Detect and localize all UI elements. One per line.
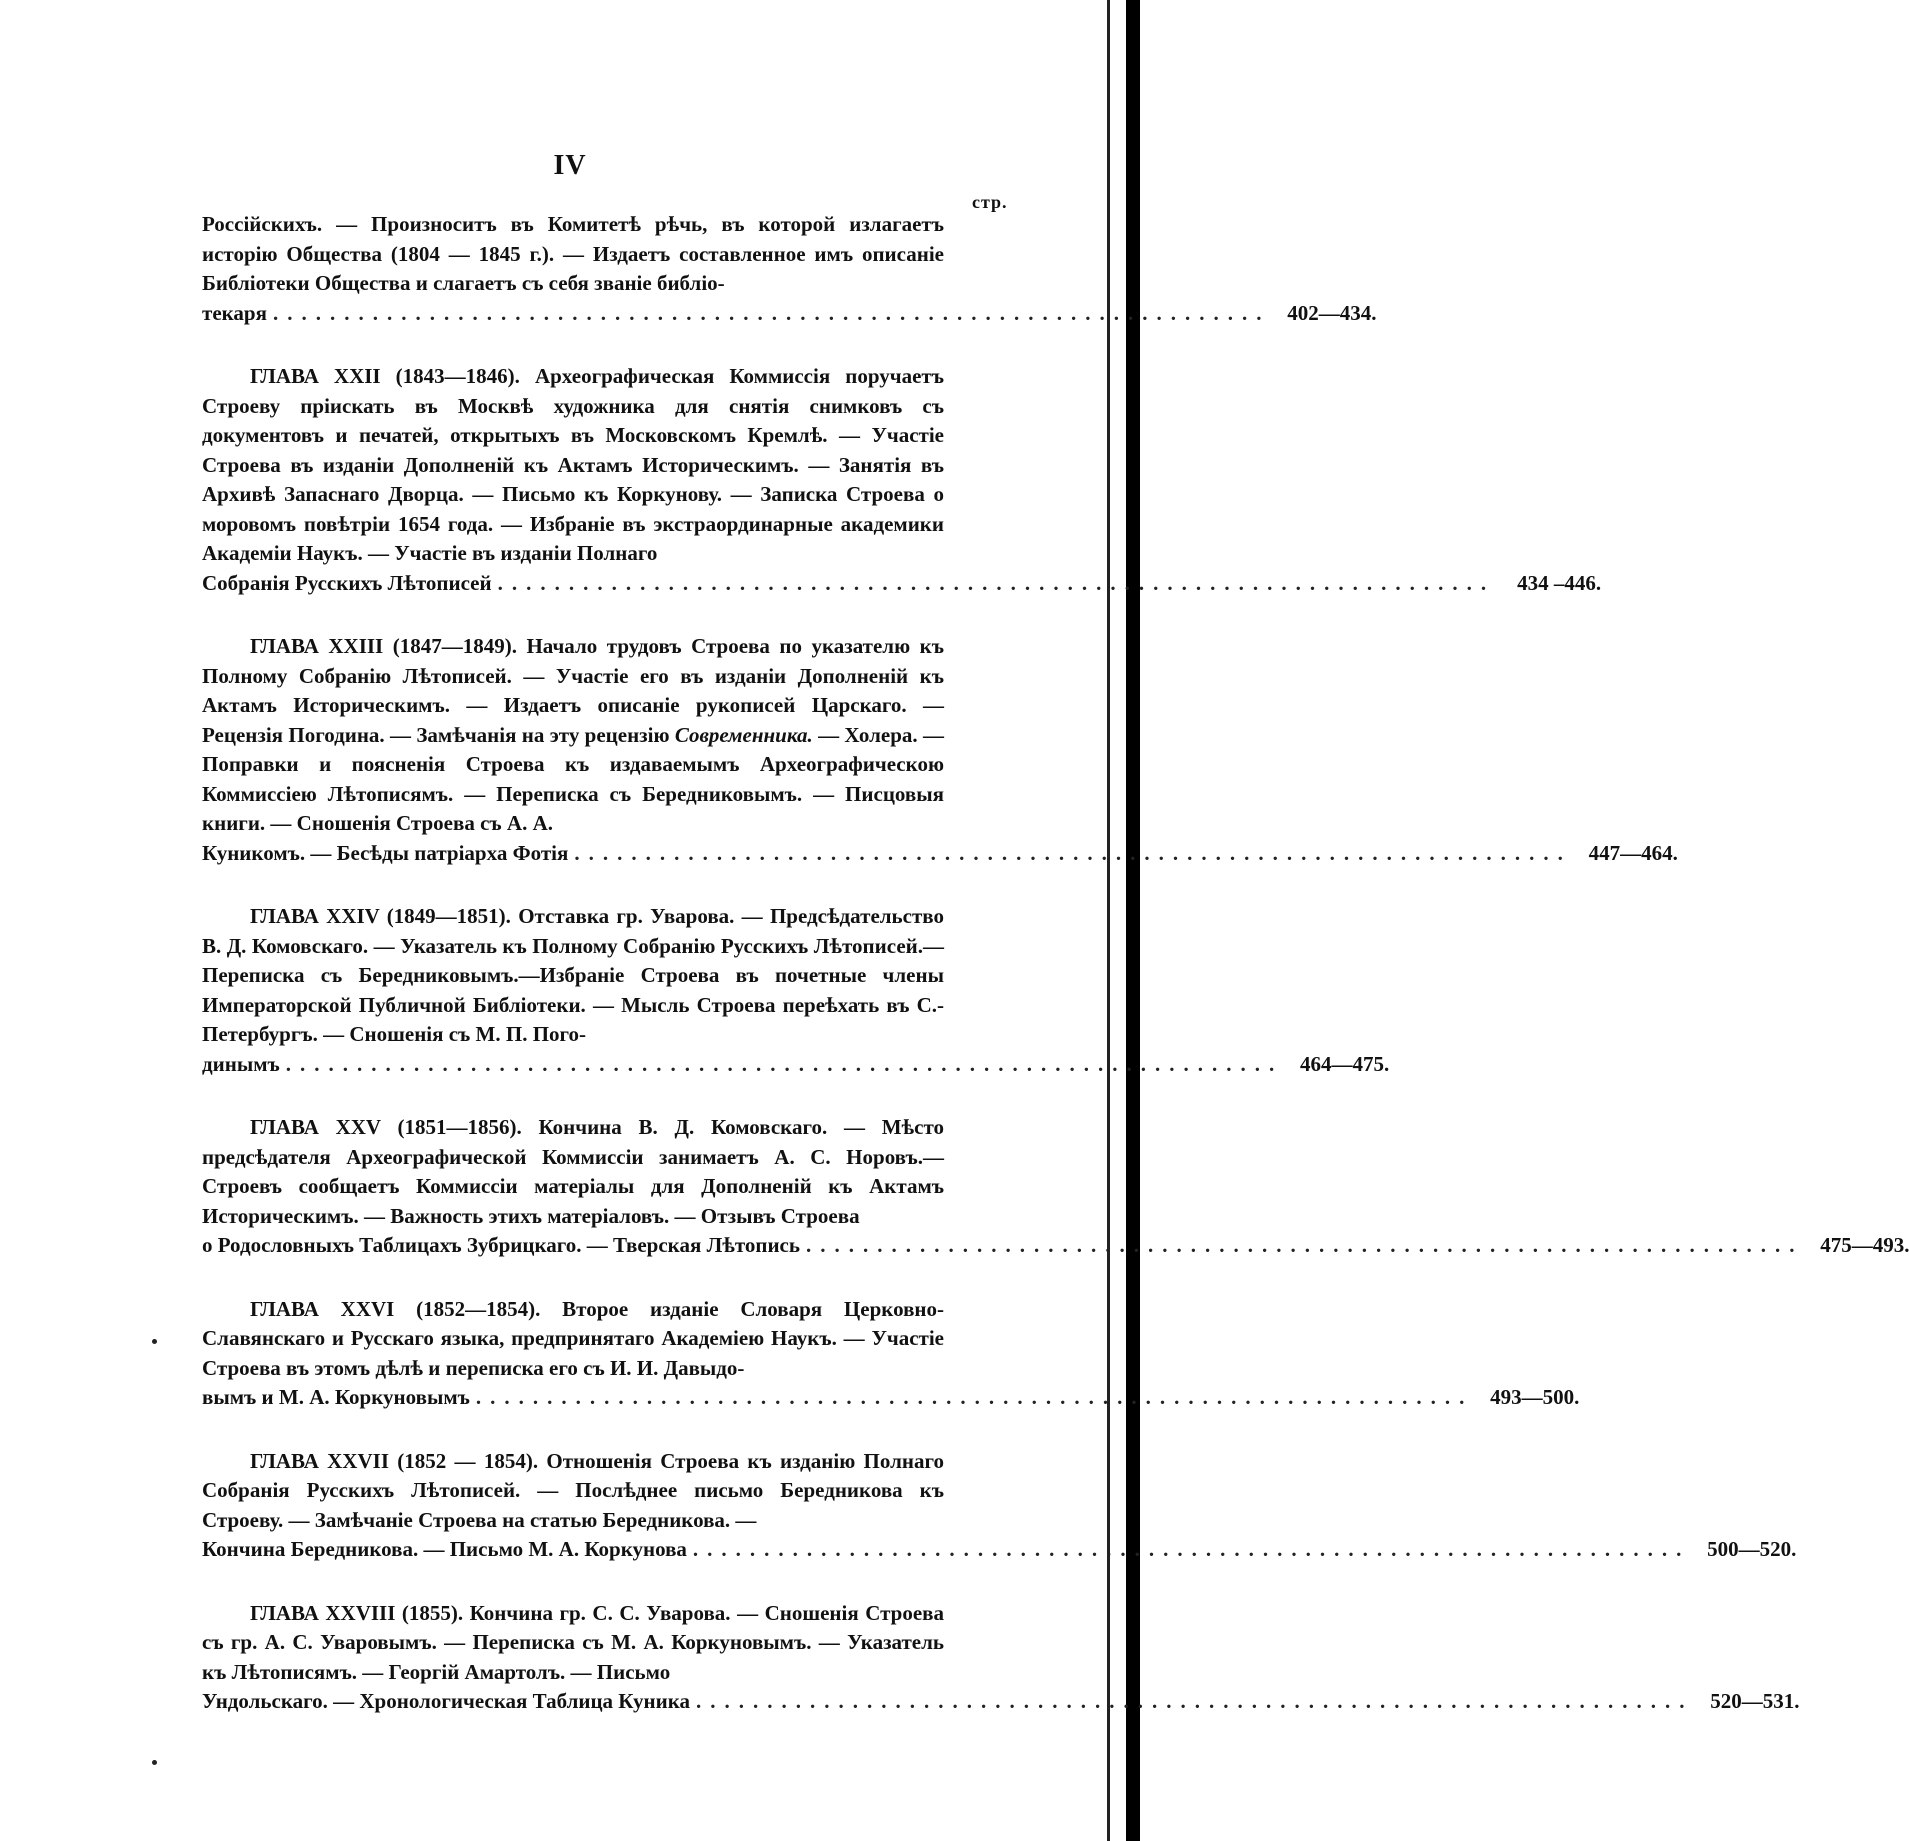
toc-entry-chapter-25 xyxy=(202,1113,1909,1261)
table-of-contents xyxy=(202,210,1909,1751)
toc-entry-pages: 520—531. xyxy=(1710,1689,1800,1713)
toc-entry-last-text: Кончина Бередникова. — Письмо М. А. Коркунова xyxy=(202,1537,687,1561)
toc-entry-last-line xyxy=(202,1050,1390,1080)
toc-entry-body: ГЛАВА XXII (1843—1846). Археографическая Коммиссія поручаетъ Строеву пріискать въ Москвѣ художника для снятія снимковъ съ документовъ и печатей, открытыхъ въ Московскомъ Кремлѣ. — Участіе Строева въ изданіи Дополненій къ Актамъ Историческимъ. — Занятія въ Архивѣ Запаснаго Дворца. — Письмо къ Коркунову. — Записка Строева о моровомъ повѣтріи 1654 года. — Избраніе въ экстраординарные академики Академіи Наукъ. — Участіе въ изданіи Полнаго xyxy=(202,364,944,565)
leader-dots: ...................................................................... xyxy=(475,1385,1474,1409)
leader-dots: ...................................................................... xyxy=(574,840,1572,865)
leader-dots: ...................................................................... xyxy=(695,1689,1694,1713)
toc-entry-body: ГЛАВА XXVI (1852—1854). Второе изданіе Словаря Церковно-Славянскаго и Русскаго языка, предпринятаго Академіею Наукъ. — Участіе Строева въ этомъ дѣлѣ и переписка его съ И. И. Давыдо- xyxy=(202,1296,944,1380)
toc-entry-last-text: текаря xyxy=(202,300,267,325)
toc-entry-pages: 402—434. xyxy=(1287,300,1377,325)
toc-entry-body: ГЛАВА XXVII (1852 — 1854). Отношенія Строева къ изданію Полнаго Собранія Русскихъ Лѣтописей. — Послѣднее письмо Бередникова къ Строеву. — Замѣчаніе Строева на статью Бередникова. — xyxy=(202,1448,944,1532)
page-number: IV xyxy=(553,150,587,181)
toc-entry-pages: 500—520. xyxy=(1707,1537,1797,1561)
toc-entry xyxy=(202,210,1377,328)
toc-entry-last-line xyxy=(202,299,1377,329)
toc-entry-last-text: вымъ и М. А. Коркуновымъ xyxy=(202,1385,470,1409)
toc-entry-last-text: Собранія Русскихъ Лѣтописей xyxy=(202,570,492,595)
toc-entry-last-text: Куникомъ. — Бесѣды патріарха Фотія xyxy=(202,840,569,865)
toc-entry-chapter-22 xyxy=(202,362,1602,598)
leader-dots: ...................................................................... xyxy=(285,1051,1284,1076)
scan-edge-right xyxy=(1126,0,1140,1841)
toc-entry-chapter-28 xyxy=(202,1599,1800,1717)
scan-speck xyxy=(152,1760,157,1765)
toc-entry-last-line xyxy=(202,839,1678,869)
scan-speck xyxy=(152,1339,157,1344)
toc-entry-last-text: динымъ xyxy=(202,1051,280,1076)
toc-entry-body: ГЛАВА XXVIII (1855). Кончина гр. С. С. Уварова. — Сношенія Строева съ гр. А. С. Уваровымъ. — Переписка съ М. А. Коркуновымъ. — Указатель къ Лѣтописямъ. — Георгій Амартолъ. — Письмо xyxy=(202,1600,944,1684)
toc-entry-body: ГЛАВА XXV (1851—1856). Кончина В. Д. Комовскаго. — Мѣсто предсѣдателя Археографической Коммиссіи занимаетъ А. С. Норовъ.— Строевъ сообщаетъ Коммиссіи матеріалы для Дополненій къ Актамъ Историческимъ. — Важность этихъ матеріаловъ. — Отзывъ Строева xyxy=(202,1115,944,1228)
toc-entry-body xyxy=(202,632,944,839)
toc-entry-pages: 475—493. xyxy=(1820,1233,1909,1257)
toc-entry-pages: 434 –446. xyxy=(1517,570,1602,595)
toc-entry-body: ГЛАВА XXIV (1849—1851). Отставка гр. Уварова. — Предсѣдательство В. Д. Комовскаго. — Указатель къ Полному Собранію Русскихъ Лѣтописей.—Переписка съ Бередниковымъ.—Избраніе Строева въ почетные члены Императорской Публичной Библіотеки. — Мысль Строева переѣхать въ С.-Петербургъ. — Сношенія съ М. П. Пого- xyxy=(202,904,944,1046)
leader-dots: ...................................................................... xyxy=(272,300,1271,325)
leader-dots: ...................................................................... xyxy=(692,1537,1691,1561)
leader-dots: ...................................................................... xyxy=(805,1233,1804,1257)
toc-entry-pages: 493—500. xyxy=(1490,1385,1580,1409)
toc-entry-italic-title: Современника. xyxy=(674,722,813,747)
toc-entry-pages: 447—464. xyxy=(1588,840,1678,865)
toc-entry-chapter-27 xyxy=(202,1447,1797,1565)
pages-column-label: стр. xyxy=(972,192,1008,212)
toc-entry-chapter-26 xyxy=(202,1295,1580,1413)
leader-dots: ...................................................................... xyxy=(497,570,1496,595)
toc-entry-body: Россійскихъ. — Произноситъ въ Комитетѣ рѣчь, въ которой излагаетъ исторію Общества (1804 — 1845 г.). — Издаетъ составленное имъ описаніе Библіотеки Общества и слагаетъ съ себя званіе библіо- xyxy=(202,212,944,295)
toc-entry-last-line xyxy=(202,1383,1580,1413)
toc-entry-last-line xyxy=(202,1231,1909,1261)
toc-entry-last-line xyxy=(202,1687,1800,1717)
scan-edge-line xyxy=(1107,0,1110,1841)
toc-entry-last-text: о Родословныхъ Таблицахъ Зубрицкаго. — Тверская Лѣтопись xyxy=(202,1233,800,1257)
toc-entry-body-part: ГЛАВА XXIII (1847—1849). Начало трудовъ Строева по указателю къ Полному Собранію Лѣтописей. — Участіе его въ изданіи Дополненій къ Актамъ Историческимъ. — Издаетъ описаніе рукописей Царскаго. — Рецензія Погодина. — Замѣчанія на эту рецензію xyxy=(202,634,944,747)
toc-entry-chapter-24 xyxy=(202,902,1390,1079)
toc-entry-last-line xyxy=(202,569,1602,599)
toc-entry-chapter-23 xyxy=(202,632,1678,868)
toc-entry-last-text: Ундольскаго. — Хронологическая Таблица Куника xyxy=(202,1689,690,1713)
toc-entry-pages: 464—475. xyxy=(1300,1051,1390,1076)
toc-entry-last-line xyxy=(202,1535,1797,1565)
toc-entry-body-part: — Холера. — Поправки и поясненія Строева къ издаваемымъ Археографическою Коммиссіею Лѣтописямъ. — Переписка съ Бередниковымъ. — Писцовыя книги. — Сношенія Строева съ А. А. xyxy=(202,722,944,835)
